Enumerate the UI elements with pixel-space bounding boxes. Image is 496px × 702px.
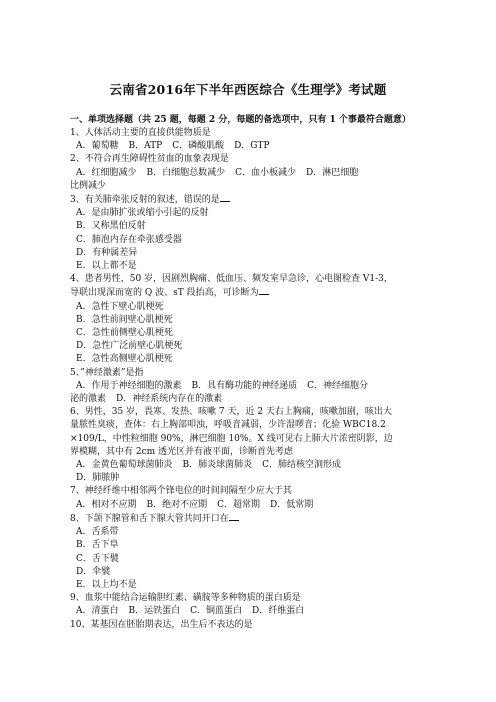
question-6-stem-line-3: ×109/L，中性粒细胞 90%，淋巴细胞 10%。X 线可见右上肺大片浓密阴影，边 [70,433,393,444]
question-4-option-a: A．急性下壁心肌梗死 [76,301,164,312]
option-a: A．作用于神经细胞的激素 [76,380,182,391]
answer-blank [229,512,239,521]
question-8-option-c: C．舌下襞 [76,553,119,564]
option-d: D．淋巴细胞 [306,167,359,178]
question-4-option-d: D．急性广泛前壁心肌梗死 [76,341,183,352]
question-3-stem: 3、有关肺牵张反射的叙述，错误的是 [70,193,430,207]
option-d: D．低常期 [270,499,314,510]
option-c: C．肺结核空洞形成 [262,460,342,471]
question-6-stem-line-1: 6、男性，35 岁，畏寒、发热、咳嗽 7 天，近 2 天右上胸痛，咳嗽加剧，咳出大 [70,407,392,418]
question-3-option-d: D．有种属差异 [76,247,138,258]
question-8-option-d: D．伞襞 [76,566,111,577]
question-7-options [70,499,430,512]
option-b: B．运铁蛋白 [128,606,181,617]
option-a: A．葡萄糖 [76,141,119,152]
option-b: B．肺炎球菌肺炎 [182,460,253,471]
question-2-options [70,167,430,180]
option-d: D．GTP [234,141,270,152]
question-6-option-d: D．肺脓肿 [76,473,120,484]
option-c: C．超常期 [217,499,261,510]
option-c: C．神经细胞分 [307,380,369,391]
page-title: 云南省2016年下半年西医综合《生理学》考试题 [109,82,387,97]
question-9-options [70,605,430,618]
option-c: C．血小板减少 [235,167,297,178]
option-c: C．磷酸肌酸 [172,141,225,152]
question-4-option-b: B．急性前间壁心肌梗死 [76,314,173,325]
question-3-option-a: A．是由肺扩张或缩小引起的反射 [76,208,209,219]
question-8-option-a: A．舌系带 [76,527,119,538]
question-5-options [70,380,430,393]
question-6-stem-line-4: 界模糊，其中有 2cm 透光区并有液平面，诊断首先考虑 [70,446,294,457]
option-b: B．绝对不应期 [146,499,208,510]
section-heading: 一、单项选择题（共 25 题，每题 2 分，每题的备选项中，只有 1 个事最符合题意） [70,115,411,125]
question-8-stem: 8、下颌下腺管和舌下腺大管共同开口在 [70,512,430,526]
question-6-stem-line-2: 量脓性臭痰，查体：右上胸部叩浊，呼吸音减弱，少许湿啰音；化验 WBC18.2 [70,420,386,431]
question-2-stem: 2、不符合再生障碍性贫血的血象表现是 [70,154,229,165]
question-9-stem: 9、血浆中能结合运输胆红素、磺胺等多种物质的蛋白质是 [70,593,301,604]
question-8-option-e: E．以上均不是 [76,579,137,590]
option-a: A．相对不应期 [76,499,137,510]
option-a: A．清蛋白 [76,606,119,617]
answer-blank [259,286,269,295]
question-7-stem: 7、神经纤维中相邻两个锋电位的时间间隔至少应大于其 [70,486,292,497]
option-b: B．白细胞总数减少 [146,167,226,178]
question-4-stem-line-1: 4、患者男性，50 岁，因剧烈胸痛、低血压、频发室早急诊，心电图检查 V1-3， [70,274,393,285]
question-8-option-b: B．舌下阜 [76,540,119,551]
question-1-options [70,140,430,153]
question-6-options [70,459,430,472]
exam-content [70,114,430,632]
question-4-option-e: E．急性高侧壁心肌梗死 [76,354,173,365]
option-a: A．红细胞减少 [76,167,137,178]
option-b: B．具有酶功能的神经递质 [191,380,298,391]
option-d: D．神经系统内存在的激素 [116,394,223,405]
option-a: A．金黄色葡萄球菌肺炎 [76,460,173,471]
question-3-option-b: B．又称黑伯反射 [76,221,146,232]
option-c-continued: 泌的激素 [70,394,107,405]
question-5-options-continued [70,393,430,406]
question-10-stem: 10、某基因在胚胎期表达，出生后不表达的是 [70,619,253,630]
question-2-option-d-continued: 比例减少 [70,180,107,191]
answer-blank [220,193,230,202]
question-1-stem: 1、人体活动主要的直接供能物质是 [70,128,211,138]
option-d: D．纤维蛋白 [252,606,305,617]
question-4-option-c: C．急性前侧壁心肌梗死 [76,328,173,339]
question-3-option-e: E．以上都不是 [76,261,137,272]
question-4-stem-line-2: 导联出现深而宽的 Q 波、sT 段抬高，可诊断为 [70,286,430,300]
question-3-option-c: C．肺泡内存在牵张感受器 [76,234,182,245]
option-b: B．ATP [128,141,163,152]
question-5-stem: 5、”神经激素”是指 [70,367,144,378]
option-c: C．铜蓝蛋白 [190,606,243,617]
